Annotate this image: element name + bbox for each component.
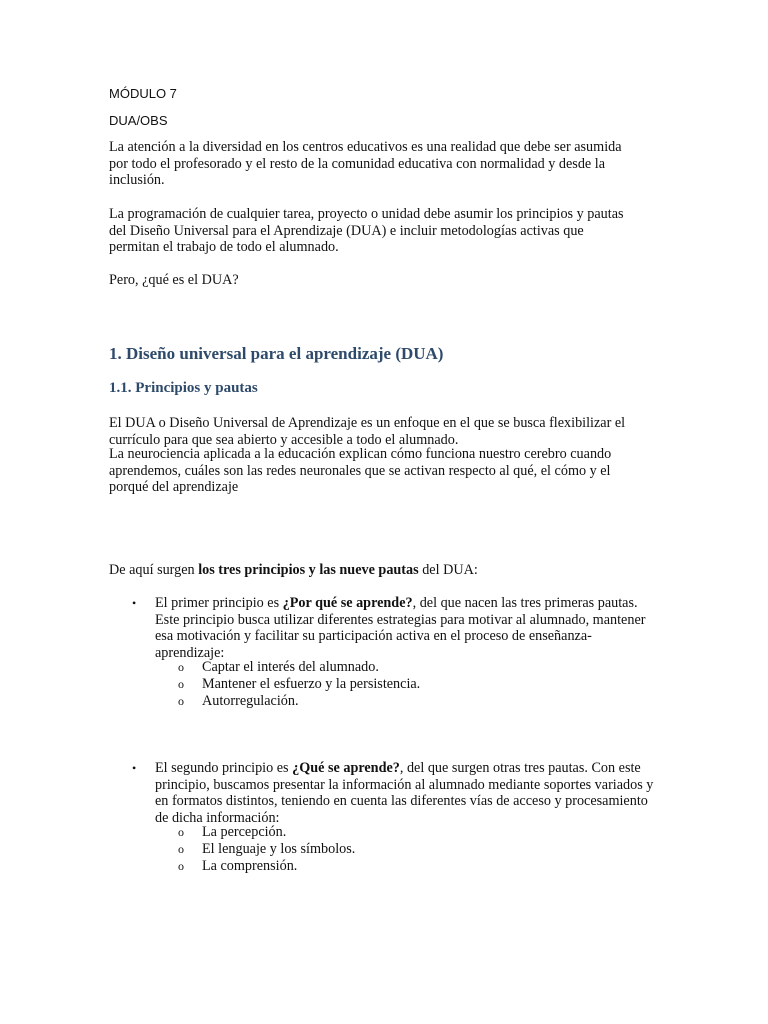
guideline-item: o Captar el interés del alumnado. xyxy=(178,659,379,675)
principle-2-before: El segundo principio es xyxy=(155,760,293,776)
neuroscience-paragraph: La neurociencia aplicada a la educación explican cómo funciona nuestro cerebro cuando aprendemos, cuáles son las redes neuronales que se activan respecto al qué, el cómo y el porqué del aprendizaje xyxy=(109,446,612,496)
guideline-item: o La comprensión. xyxy=(178,858,298,874)
principle-1-text xyxy=(155,595,655,661)
circle-bullet-icon: o xyxy=(178,677,184,691)
principle-1-question: ¿Por qué se aprende? xyxy=(282,595,413,611)
section-heading: 1. Diseño universal para el aprendizaje (DUA) xyxy=(109,344,444,363)
circle-bullet-icon: o xyxy=(178,859,184,873)
principle-2-text xyxy=(155,760,655,826)
intro-paragraph-1: La atención a la diversidad en los centros educativos es una realidad que debe ser asumida por todo el profesorado y el resto de la comunidad educativa con normalidad y desde la inclusión. xyxy=(109,139,622,189)
guideline-item: o Autorregulación. xyxy=(178,693,299,709)
intro-question: Pero, ¿qué es el DUA? xyxy=(109,272,239,288)
principle-2-guidelines xyxy=(178,824,478,875)
principle-1-before: El primer principio es xyxy=(155,595,283,611)
subject-label: DUA/OBS xyxy=(109,113,168,128)
circle-bullet-icon: o xyxy=(178,694,184,708)
circle-bullet-icon: o xyxy=(178,825,184,839)
section-subheading: 1.1. Principios y pautas xyxy=(109,380,258,396)
bullet-dot-icon: • xyxy=(132,596,137,610)
principles-intro xyxy=(109,562,478,579)
module-title: MÓDULO 7 xyxy=(109,86,177,101)
dua-definition-paragraph: El DUA o Diseño Universal de Aprendizaje es un enfoque en el que se busca flexibilizar el currículo para que sea abierto y accesible a todo el alumnado. xyxy=(109,415,626,448)
guideline-item: o Mantener el esfuerzo y la persistencia. xyxy=(178,676,421,692)
principle-2-after: , del que surgen otras tres pautas. Con este principio, buscamos presentar la información al alumnado mediante soportes variados y en formatos distintos, teniendo en cuenta las diferentes vías de acceso y procesamiento de dicha información: xyxy=(155,760,654,826)
principles-intro-before: De aquí surgen xyxy=(109,562,199,578)
guideline-item: o El lenguaje y los símbolos. xyxy=(178,841,356,857)
principles-intro-after: del DUA: xyxy=(418,562,478,578)
principles-intro-bold: los tres principios y las nueve pautas xyxy=(198,562,419,578)
circle-bullet-icon: o xyxy=(178,842,184,856)
bullet-dot-icon: • xyxy=(132,761,137,775)
principle-2-question: ¿Qué se aprende? xyxy=(292,760,400,776)
intro-paragraph-2: La programación de cualquier tarea, proyecto o unidad debe asumir los principios y pautas del Diseño Universal para el Aprendizaje (DUA) e incluir metodologías activas que permitan el trabajo de todo el alumnado. xyxy=(109,206,624,256)
principle-1-guidelines xyxy=(178,659,478,710)
guideline-item: o La percepción. xyxy=(178,824,287,840)
circle-bullet-icon: o xyxy=(178,660,184,674)
principle-1-after: , del que nacen las tres primeras pautas. Este principio busca utilizar diferentes estrategias para motivar al alumnado, mantener esa motivación y facilitar su participación activa en el proceso de enseñanza-aprendizaje: xyxy=(155,595,646,661)
